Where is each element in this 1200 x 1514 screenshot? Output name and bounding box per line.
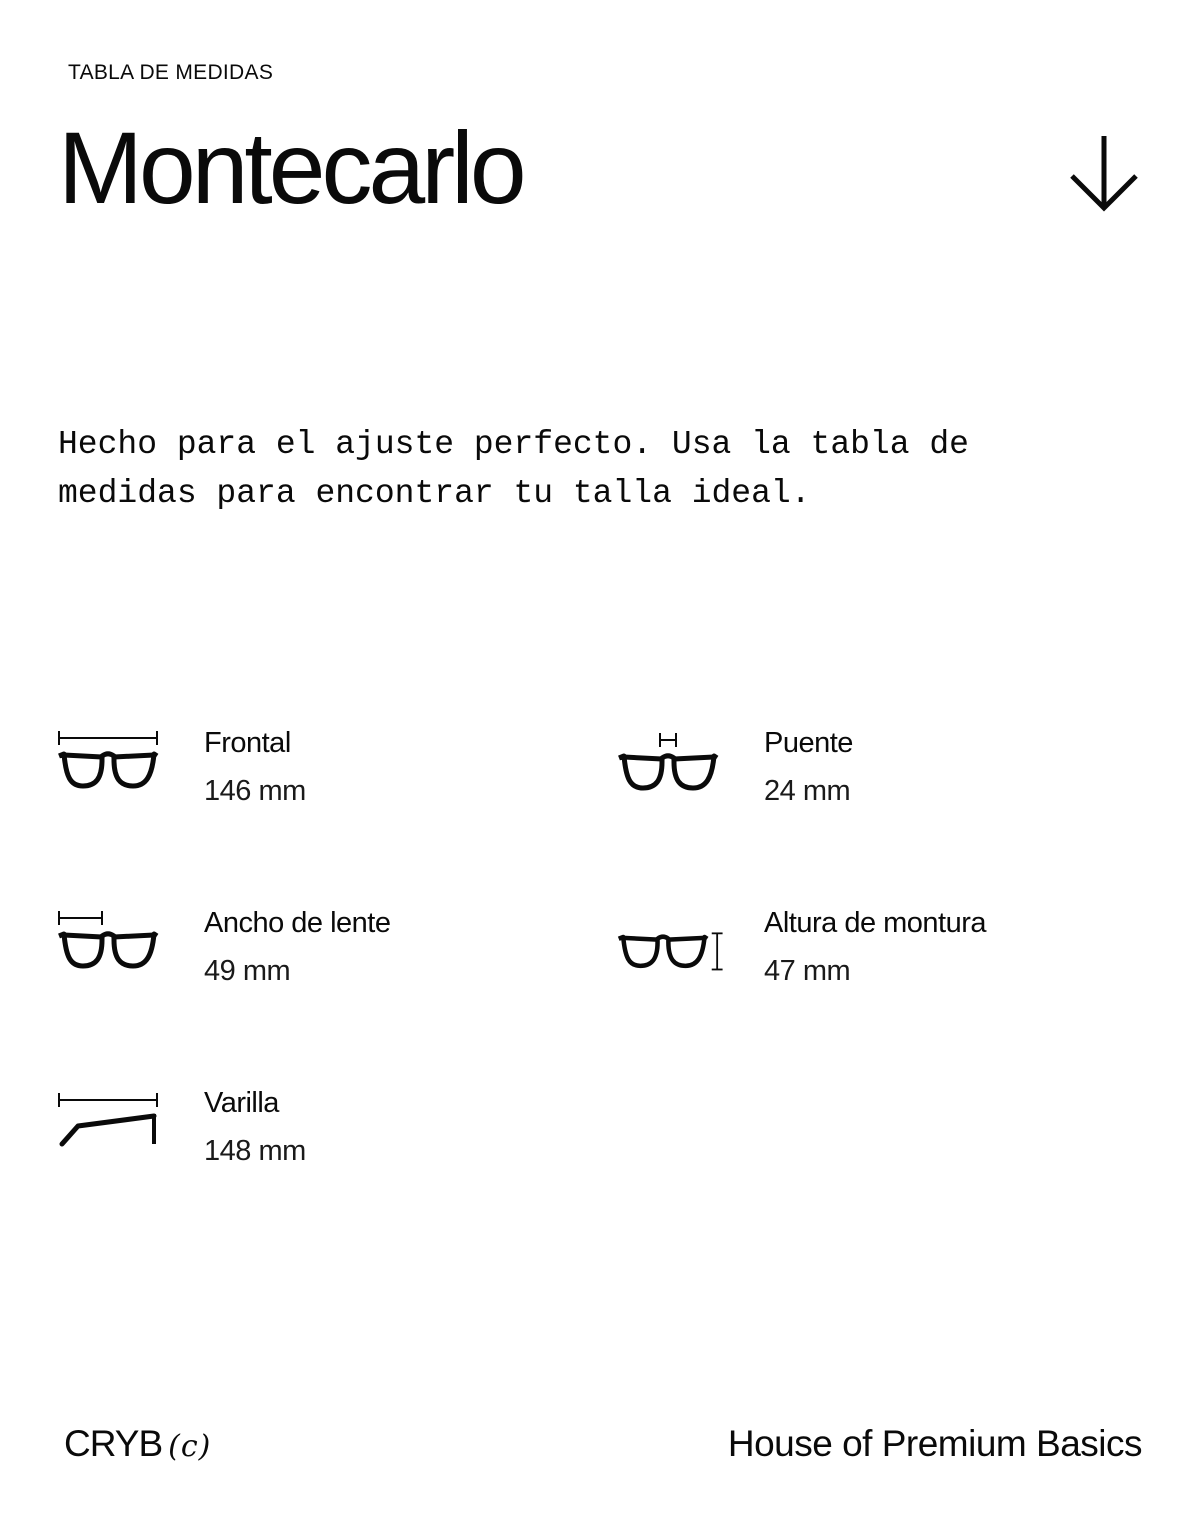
lens-width-icon: [56, 906, 168, 986]
section-eyebrow: TABLA DE MEDIDAS: [68, 61, 274, 84]
measure-label: Altura de montura: [764, 907, 987, 939]
measure-puente: [616, 726, 1096, 836]
measure-label: Varilla: [204, 1087, 279, 1119]
arrow-down-icon[interactable]: [1068, 132, 1140, 214]
temple-length-icon: [56, 1086, 168, 1166]
measure-value: 146 mm: [204, 775, 306, 807]
measure-frontal: [56, 726, 536, 836]
measure-altura-de-montura: [616, 906, 1096, 1016]
measure-value: 24 mm: [764, 775, 851, 807]
page-title: Montecarlo: [58, 111, 523, 225]
intro-text: Hecho para el ajuste perfecto. Usa la tabla de medidas para encontrar tu talla ideal.: [58, 426, 969, 512]
measure-varilla: [56, 1086, 536, 1196]
brand-tagline: House of Premium Basics: [727, 1423, 1142, 1464]
bridge-width-icon: [616, 726, 728, 806]
frame-width-icon: [56, 726, 168, 806]
measure-value: 49 mm: [204, 955, 291, 987]
frame-height-icon: [616, 906, 728, 986]
measure-label: Ancho de lente: [204, 907, 391, 939]
measure-value: 47 mm: [764, 955, 851, 987]
brand-logo: [64, 1422, 211, 1469]
measure-label: Frontal: [204, 727, 291, 759]
brand-mark: (c): [168, 1429, 212, 1464]
measure-ancho-de-lente: [56, 906, 536, 1016]
brand-name: CRYB: [64, 1423, 163, 1464]
measure-value: 148 mm: [204, 1135, 306, 1167]
measure-label: Puente: [764, 727, 853, 759]
